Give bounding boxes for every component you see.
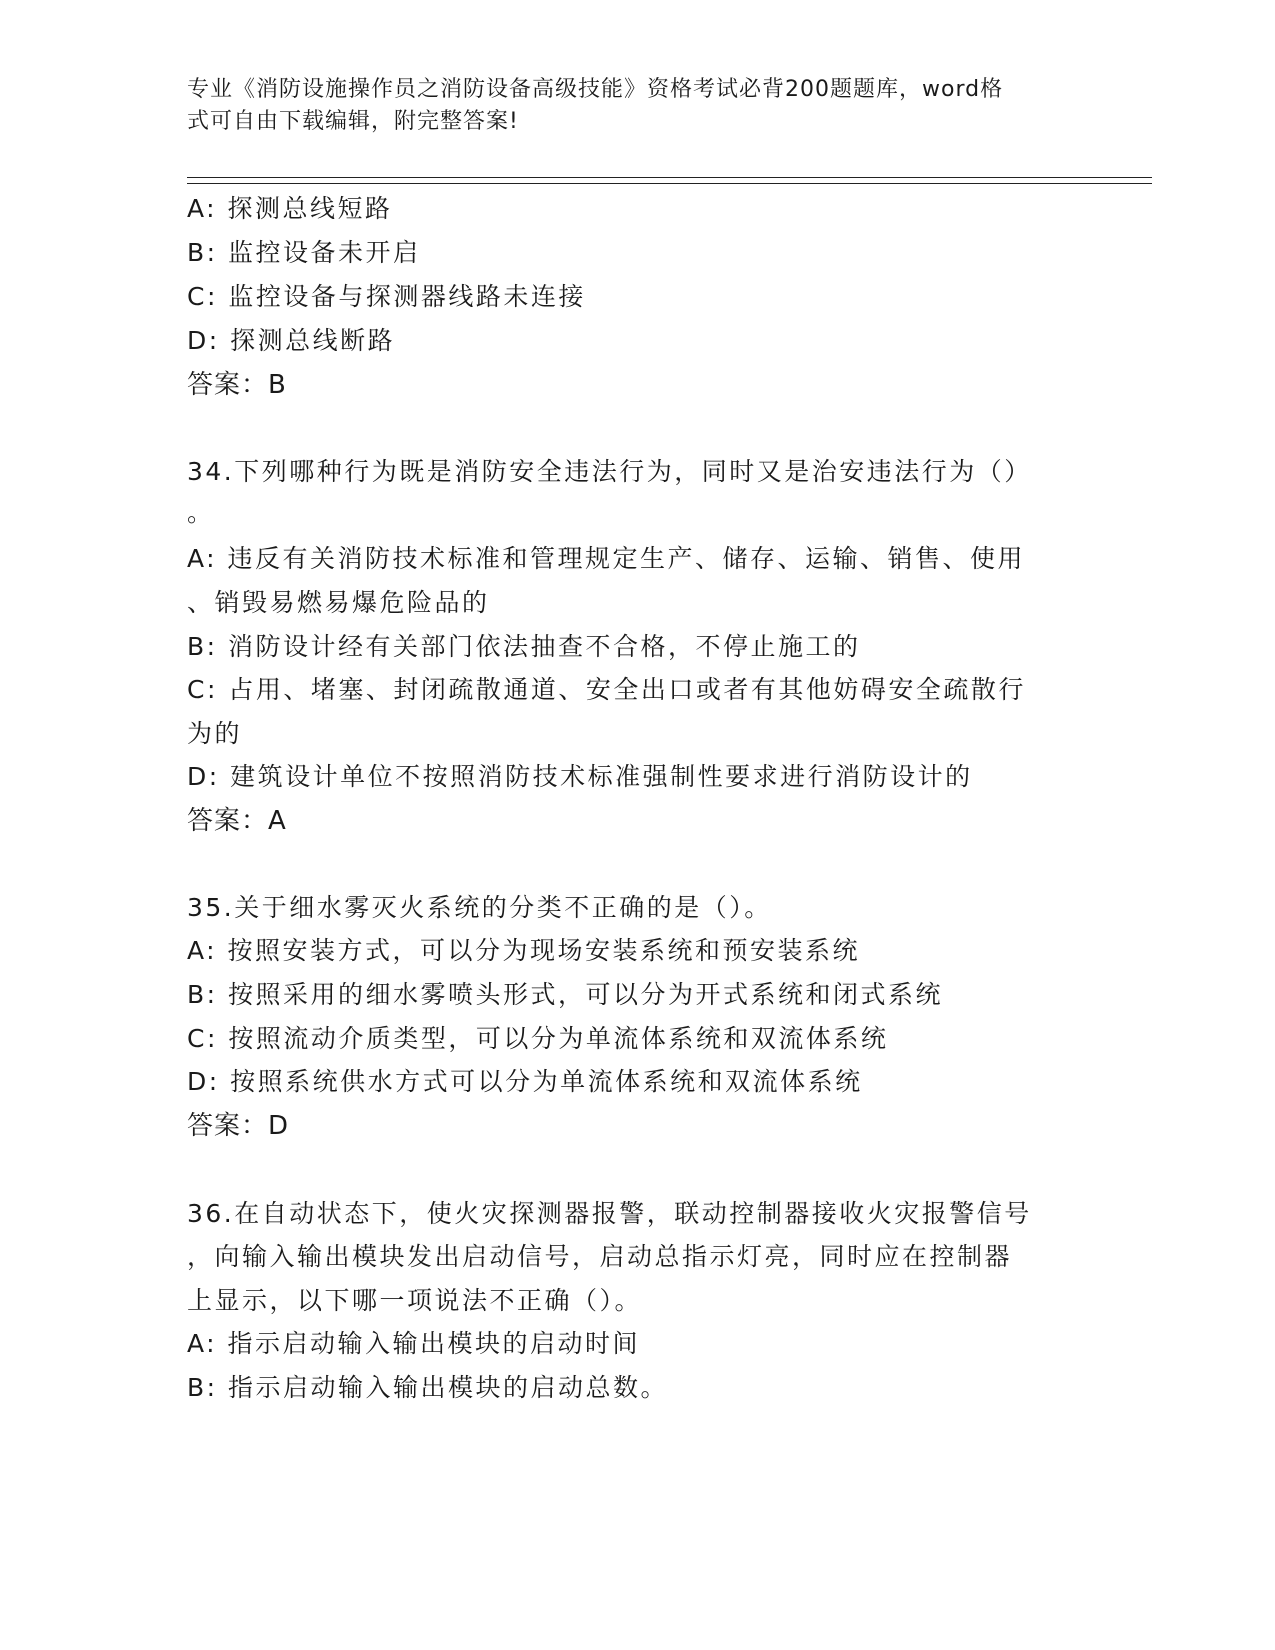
q33-answer: 答案：B: [187, 370, 287, 400]
q34-option-c-cont: 为的: [187, 719, 243, 748]
q34-option-a: A: 违反有关消防技术标准和管理规定生产、储存、运输、销售、使用: [187, 544, 1026, 573]
q34-stem-line-2: 。: [187, 498, 215, 527]
header-line-2: 式可自由下载编辑，附完整答案!: [187, 109, 519, 134]
q36-stem-line-3: 上显示，以下哪一项说法不正确（）。: [187, 1286, 643, 1315]
q34-option-c: C: 占用、堵塞、封闭疏散通道、安全出口或者有其他妨碍安全疏散行: [187, 675, 1026, 704]
q35-option-a: A: 按照安装方式，可以分为现场安装系统和预安装系统: [187, 936, 861, 965]
q34-answer: 答案：A: [187, 806, 287, 836]
header-divider-bottom: [187, 183, 1152, 184]
q34-option-d: D: 建筑设计单位不按照消防技术标准强制性要求进行消防设计的: [187, 762, 973, 791]
q36-option-b: B: 指示启动输入输出模块的启动总数。: [187, 1373, 669, 1402]
q34-option-a-cont: 、销毁易燃易爆危险品的: [187, 588, 490, 617]
header-line-1: 专业《消防设施操作员之消防设备高级技能》资格考试必背200题题库，word格: [187, 77, 1004, 102]
q35-stem: 35.关于细水雾灭火系统的分类不正确的是（）。: [187, 893, 772, 922]
q33-option-c: C: 监控设备与探测器线路未连接: [187, 282, 586, 311]
q36-option-a: A: 指示启动输入输出模块的启动时间: [187, 1329, 641, 1358]
q35-option-b: B: 按照采用的细水雾喷头形式，可以分为开式系统和闭式系统: [187, 980, 944, 1009]
header-divider-top: [187, 177, 1152, 178]
q35-option-d: D: 按照系统供水方式可以分为单流体系统和双流体系统: [187, 1067, 863, 1096]
q35-option-c: C: 按照流动介质类型，可以分为单流体系统和双流体系统: [187, 1024, 889, 1053]
q33-option-b: B: 监控设备未开启: [187, 238, 421, 267]
q34-option-b: B: 消防设计经有关部门依法抽查不合格，不停止施工的: [187, 632, 861, 661]
q36-stem-line-2: ，向输入输出模块发出启动信号，启动总指示灯亮，同时应在控制器: [187, 1242, 1013, 1271]
q36-stem-line-1: 36.在自动状态下，使火灾探测器报警，联动控制器接收火灾报警信号: [187, 1199, 1032, 1228]
q33-option-d: D: 探测总线断路: [187, 326, 396, 355]
document-header: [187, 74, 1067, 138]
q35-answer: 答案：D: [187, 1111, 290, 1141]
q33-option-a: A: 探测总线短路: [187, 194, 393, 223]
q34-stem-line-1: 34.下列哪种行为既是消防安全违法行为，同时又是治安违法行为（）: [187, 457, 1032, 486]
